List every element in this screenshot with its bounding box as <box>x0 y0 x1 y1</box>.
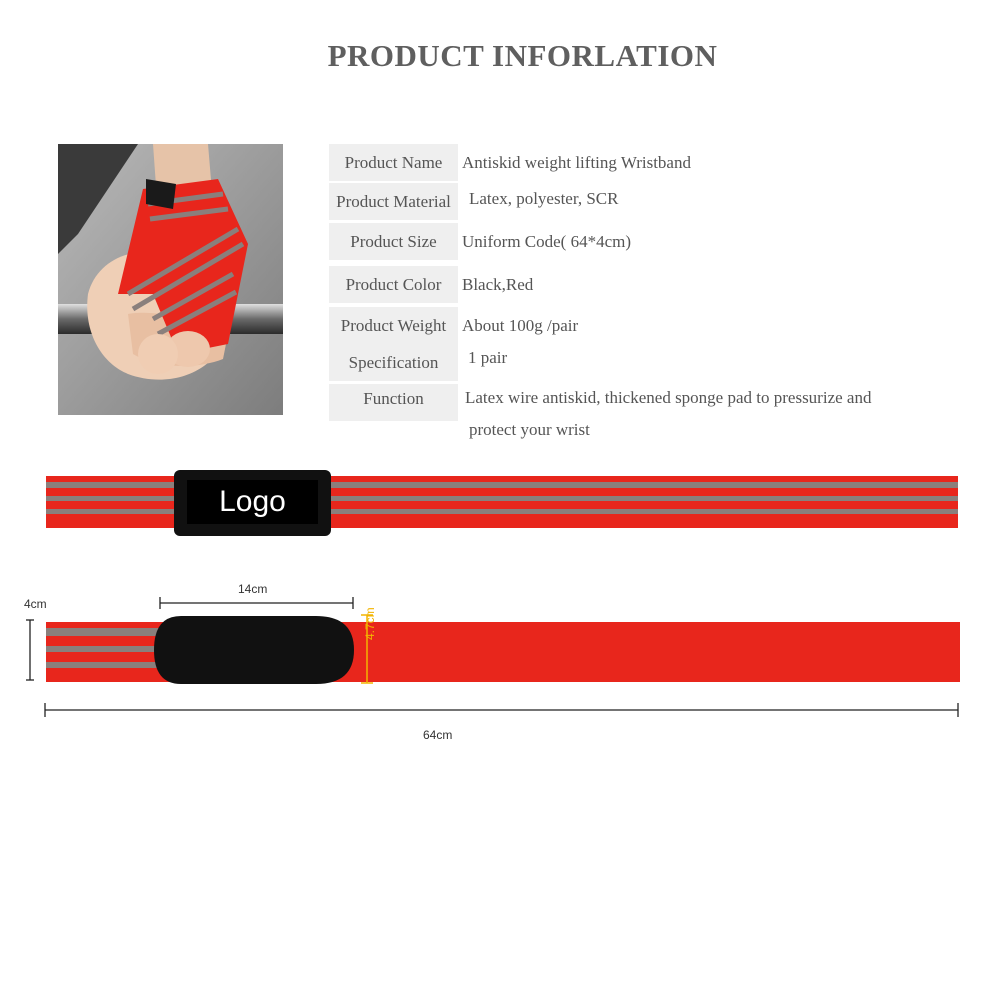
spec-label-size: Product Size <box>329 223 458 260</box>
logo-placeholder: Logo <box>219 485 286 518</box>
spec-value-function-line2: protect your wrist <box>469 420 590 439</box>
dim-height-label: 4cm <box>24 597 47 611</box>
spec-label-function: Function <box>329 384 458 421</box>
spec-label-material: Product Material <box>329 183 458 220</box>
spec-value-color: Black,Red <box>462 275 534 294</box>
spec-label-color: Product Color <box>329 266 458 303</box>
spec-value-weight: About 100g /pair <box>462 316 579 335</box>
spec-value-specification: 1 pair <box>468 348 508 367</box>
dim-pad-width-label: 14cm <box>238 582 268 596</box>
spec-label-specification: Specification <box>329 344 458 381</box>
spec-value-function: Latex wire antiskid, thickened sponge pad to pressurize and <box>465 388 872 407</box>
spec-label-name: Product Name <box>329 144 458 181</box>
spec-value-name: Antiskid weight lifting Wristband <box>462 153 691 172</box>
dim-length-label: 64cm <box>423 728 453 742</box>
spec-value-size: Uniform Code( 64*4cm) <box>462 232 632 251</box>
dim-pad-height-label: 4.7cm <box>363 607 377 640</box>
page-title: PRODUCT INFORLATION <box>327 38 718 73</box>
spec-label-weight: Product Weight <box>329 307 458 344</box>
spec-value-material: Latex, polyester, SCR <box>469 189 619 208</box>
